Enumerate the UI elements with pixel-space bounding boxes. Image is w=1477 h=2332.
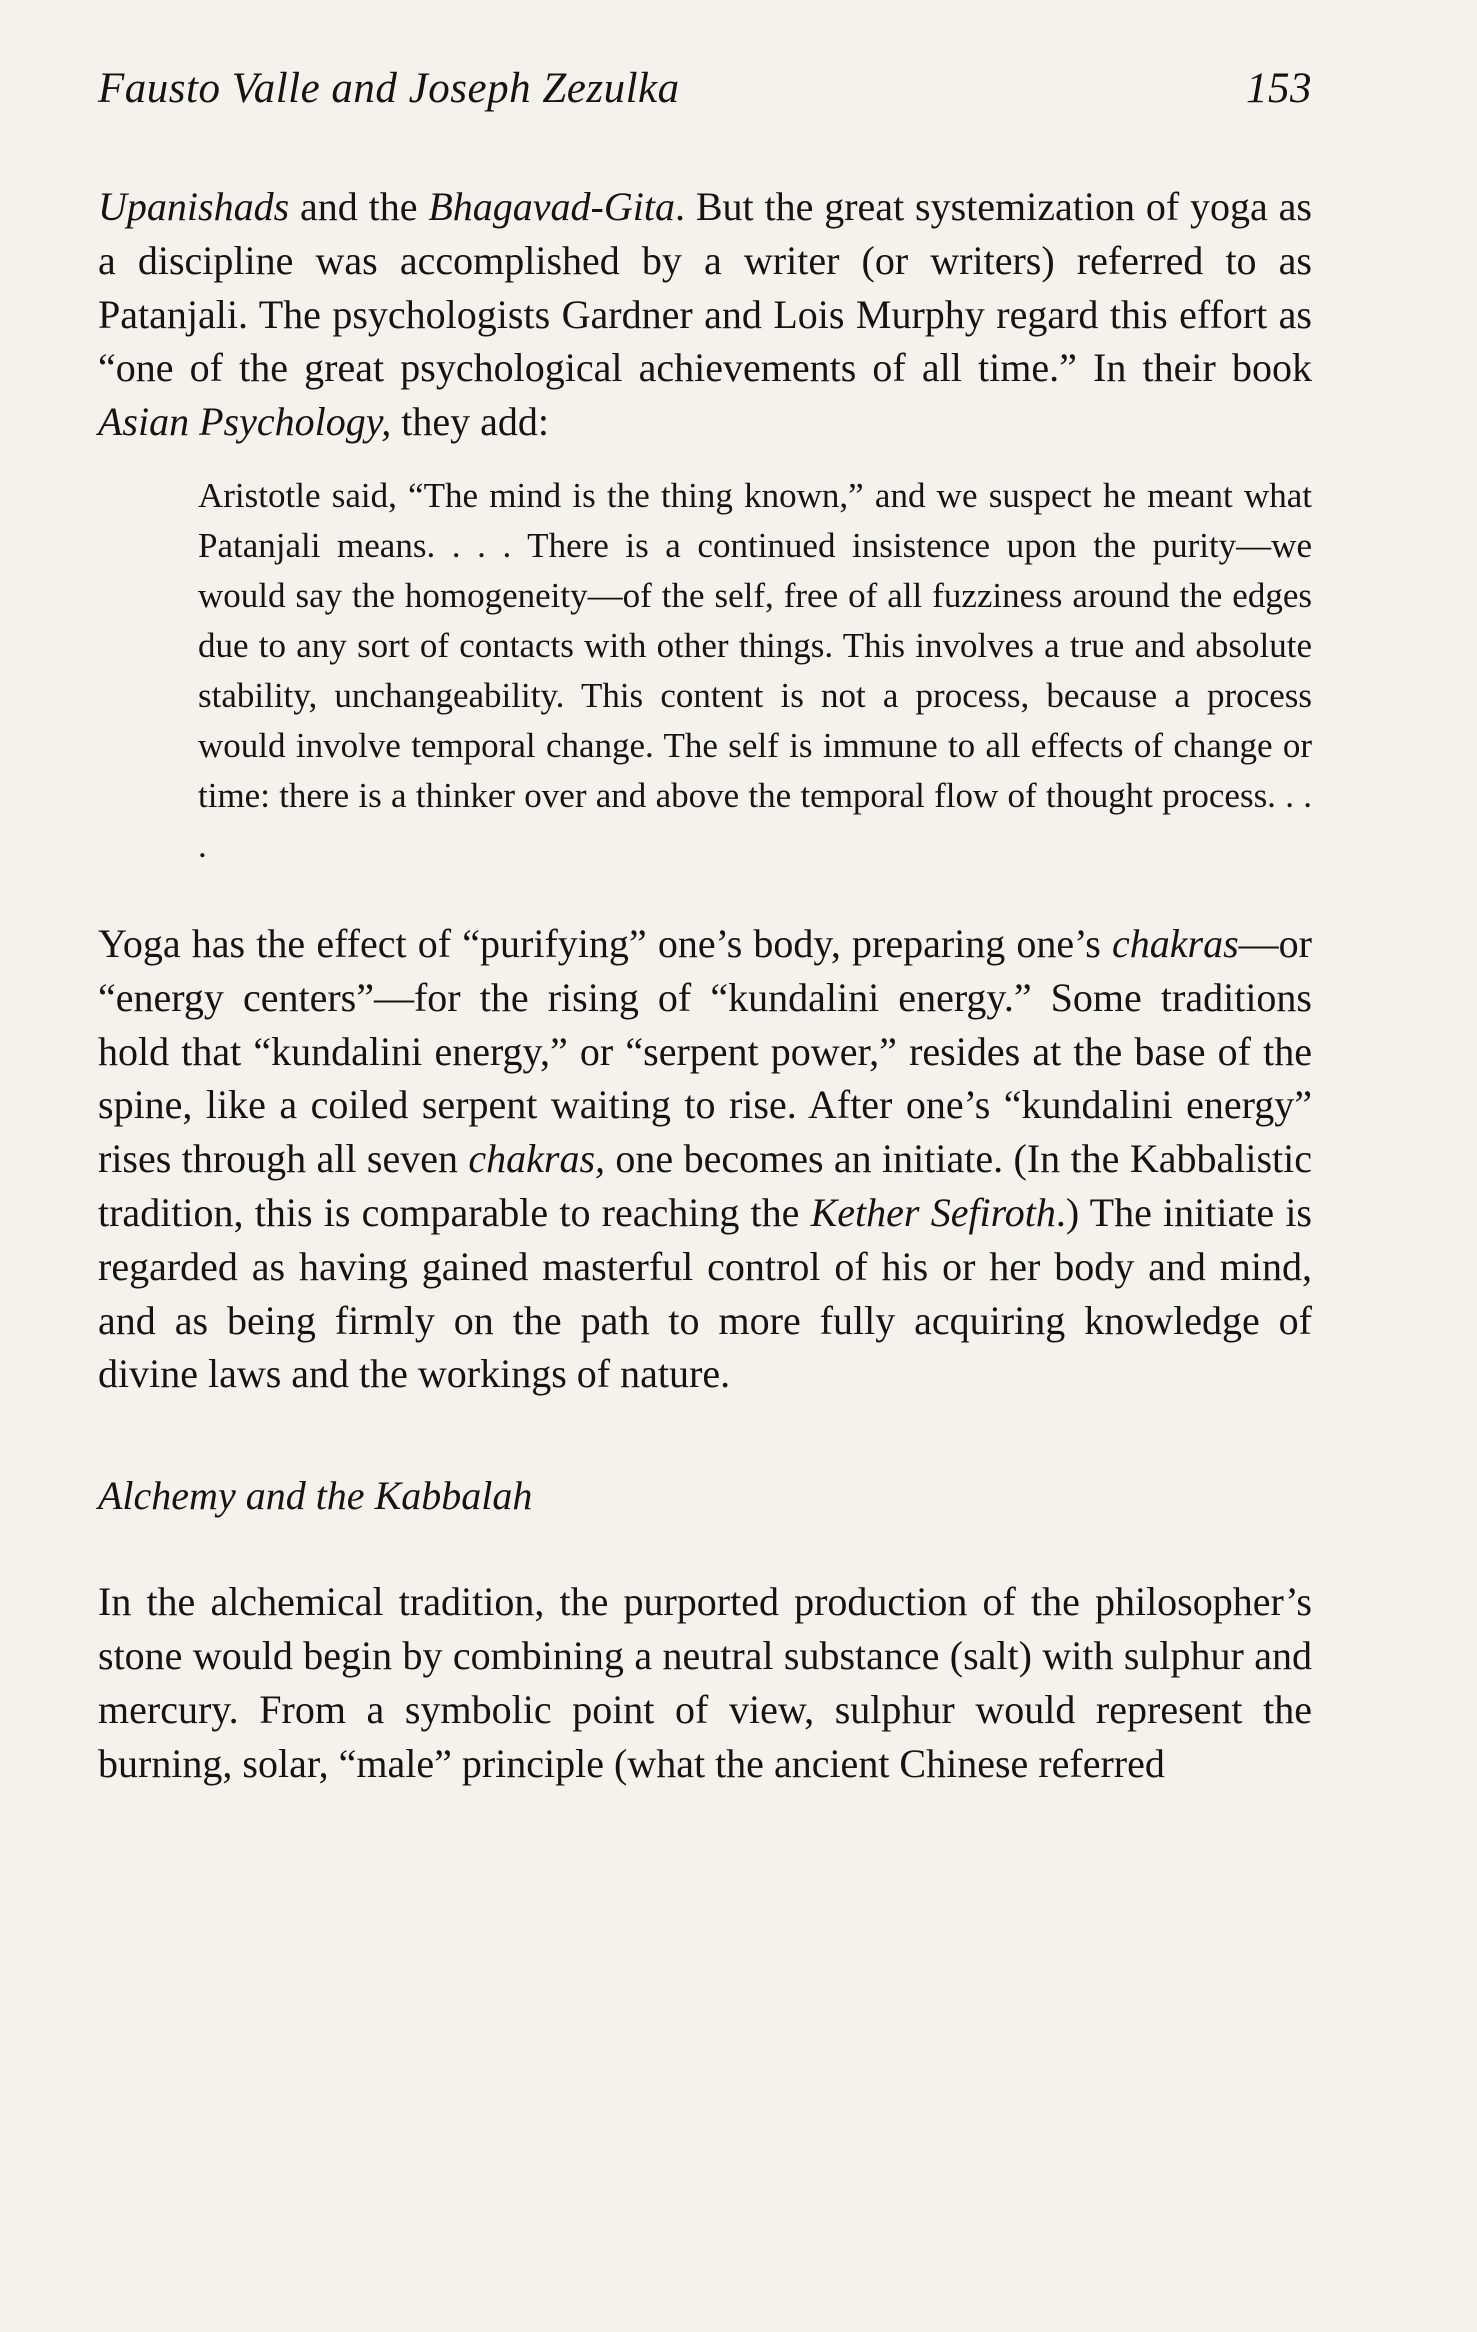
title-upanishads: Upanishads bbox=[98, 184, 290, 229]
term-kether-sefiroth: Kether Sefiroth bbox=[810, 1189, 1056, 1235]
paragraph-1-text-b: . But the great systemization of yoga as a discipline was accomplished by a writer (or writers) referred to as Patanjali. The psychologists Gardner and Lois Murphy regard this effort as “one of the great psychological achievements of all time.” In their book bbox=[98, 184, 1312, 391]
title-asian-psychology: Asian Psychology, bbox=[98, 399, 392, 445]
running-head-authors: Fausto Valle and Joseph Zezulka bbox=[98, 65, 680, 112]
paragraph-2-text-a: Yoga has the effect of “purifying” one’s body, preparing one’s bbox=[98, 920, 1113, 966]
blockquote-murphy: Aristotle said, “The mind is the thing known,” and we suspect he meant what Patanjali means. . . . There is a continued insistence upon the purity—we would say the homogeneity—of the self, free of all fuzziness around the edges due to any sort of contacts with other things. This involves a true and absolute stability, unchangeability. This content is not a process, because a process would involve temporal change. The self is immune to all effects of change or time: there is a thinker over and above the temporal flow of thought process. . . . bbox=[198, 475, 1312, 865]
title-bhagavad-gita: Bhagavad-Gita bbox=[428, 184, 675, 229]
paragraph-1-text-a: and the bbox=[289, 184, 429, 229]
paragraph-alchemy: In the alchemical tradition, the purported production of the philosopher’s stone would begin by combining a neutral substance (salt) with sulphur and mercury. From a symbolic point of view, sulphur would represent the burning, solar, “male” principle (what the ancient Chinese referred bbox=[98, 1579, 1312, 1786]
page-number: 153 bbox=[1246, 65, 1312, 112]
paragraph-yoga-systemization bbox=[98, 180, 1312, 449]
term-chakras: chakras bbox=[1112, 920, 1239, 966]
term-chakras-2: chakras, bbox=[468, 1136, 606, 1182]
running-head bbox=[98, 58, 1312, 120]
paragraph-1-text-c: they add: bbox=[391, 399, 550, 445]
paragraph-kundalini bbox=[98, 917, 1312, 1401]
section-heading: Alchemy and the Kabbalah bbox=[98, 1473, 533, 1519]
paragraph-2-text-b: —or “energy centers”—for the rising of “kundalini energy.” Some traditions hold that “kundalini energy,” or “serpent power,” resides at the base of the spine, like a coiled serpent waiting to rise. After one’s “kundalini energy” rises through all seven bbox=[98, 920, 1312, 1182]
paragraph-2-text-d: .) The initiate is regarded as having gained masterful control of his or her body and mind, and as being firmly on the path to more fully acquiring knowledge of divine laws and the workings of nature. bbox=[98, 1189, 1313, 1397]
paragraph-2-text-c: one becomes an initiate. (In the Kabbalistic tradition, this is comparable to reaching the bbox=[98, 1136, 1312, 1235]
